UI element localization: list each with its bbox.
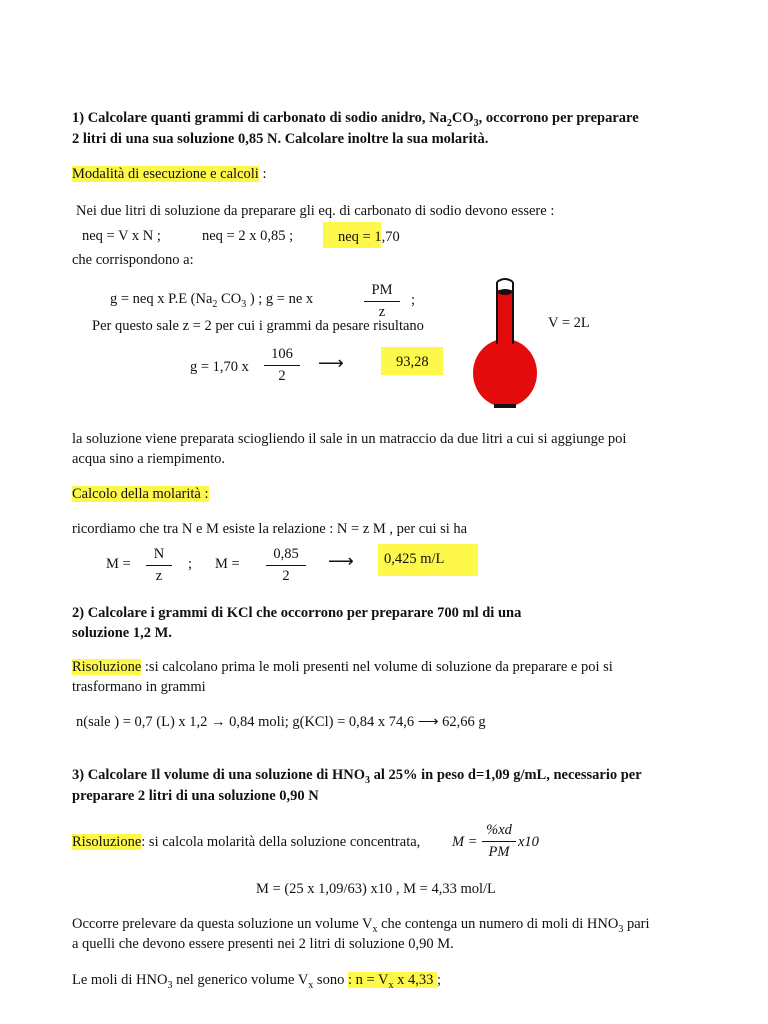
pm-denominator: z (378, 303, 386, 320)
m-arrow-icon: ⟶ (328, 551, 354, 571)
m-numerator: N (153, 546, 165, 562)
eq-formula-1: neq = V x N ; (82, 228, 161, 244)
q3-calc: M = (25 x 1,09/63) x10 , M = 4,33 mol/L (256, 881, 496, 897)
section-modalita: Modalità di esecuzione e calcoli : (72, 166, 267, 182)
m-denominator: z (155, 567, 163, 584)
q2-text2: trasformano in grammi (72, 679, 206, 695)
formula-numerator: %xd (486, 822, 512, 838)
q3-moli: Le moli di $HNO_3$ nel generico volume $V_x$ sono : $n = V_x$ x 4,33 ; (72, 972, 442, 991)
prep-line2: acqua sino a riempimento. (72, 451, 226, 467)
pm-semicolon: ; (411, 292, 416, 308)
q1-intro: Nei due litri di soluzione da preparare gli eq. di carbonato di sodio devono essere : (76, 203, 555, 219)
q2-title-line2: soluzione 1,2 M. (72, 625, 172, 641)
q1-title-line2: 2 litri di una sua soluzione 0,85 N. Calcolare inoltre la sua molarità. (72, 131, 489, 147)
g-numerator: 106 (271, 346, 293, 362)
relazione: ricordiamo che tra N e M esiste la relazione : N = z M , per cui si ha (72, 521, 468, 537)
m-separator: ; (188, 556, 193, 572)
m-denominator-2: 2 (282, 567, 290, 584)
eq-result: neq = 1,70 (338, 229, 400, 245)
formula-x10: x10 (518, 834, 539, 850)
volumetric-flask-icon (460, 276, 550, 416)
q3-title-line2: preparare 2 litri di una soluzione 0,90 N (72, 788, 319, 804)
m-eq2-label: M = (215, 556, 240, 572)
q3-occorre-line2: a quelli che devono essere presenti nei 2 litri di soluzione 0,90 M. (72, 936, 454, 952)
formula-fraction (482, 822, 516, 860)
g-formula: g = neq x P.E ($Na_2$ $CO_3$ ) ; g = ne x (110, 291, 314, 310)
q1-corrispondono: che corrispondono a: (72, 252, 194, 268)
q2-title-line1: 2) Calcolare i grammi di KCl che occorrono per preparare 700 ml di una (72, 605, 522, 621)
q1-title-line1: 1) Calcolare quanti grammi di carbonato di sodio anidro, $Na_2CO_3$, occorrono per preparare (72, 110, 639, 129)
m-numerator-2: 0,85 (273, 546, 299, 562)
g-result: 93,28 (396, 354, 429, 370)
formula-m-label: M = (452, 834, 478, 850)
eq-formula-2: neq = 2 x 0,85 ; (202, 228, 294, 244)
g-calc: g = 1,70 x (190, 359, 249, 375)
g-denominator: 2 (278, 367, 286, 384)
q3-occorre-line1: Occorre prelevare da questa soluzione un volume $V_x$ che contenga un numero di moli di $HNO_3$ pari (72, 916, 650, 935)
q1-sale-z: Per questo sale z = 2 per cui i grammi da pesare risultano (92, 318, 424, 334)
q2-risoluzione: Risoluzione :si calcolano prima le moli presenti nel volume di soluzione da preparare e poi si (72, 659, 613, 675)
m-fraction (146, 546, 172, 584)
pm-fraction (364, 282, 400, 320)
volume-label: V = 2L (548, 315, 590, 331)
g-fraction (264, 346, 300, 384)
m-fraction-2 (266, 546, 306, 584)
q3-risoluzione: Risoluzione: si calcola molarità della soluzione concentrata, (72, 834, 421, 850)
q2-calc: n(sale ) = 0,7 (L) x 1,2 → 0,84 moli; g(KCl) = 0,84 x 74,6 ⟶ 62,66 g (76, 714, 486, 730)
prep-line1: la soluzione viene preparata sciogliendo il sale in un matraccio da due litri a cui si aggiunge poi (72, 431, 627, 447)
formula-denominator: PM (488, 843, 510, 860)
m-result: 0,425 m/L (384, 551, 445, 567)
arrow-icon: ⟶ (318, 353, 344, 373)
pm-numerator: PM (371, 282, 393, 298)
m-eq-label: M = (106, 556, 131, 572)
section-molarita: Calcolo della molarità : (72, 486, 209, 502)
q3-title-line1: 3) Calcolare Il volume di una soluzione di $HNO_3$ al 25% in peso d=1,09 g/mL, necessario per (72, 767, 642, 786)
